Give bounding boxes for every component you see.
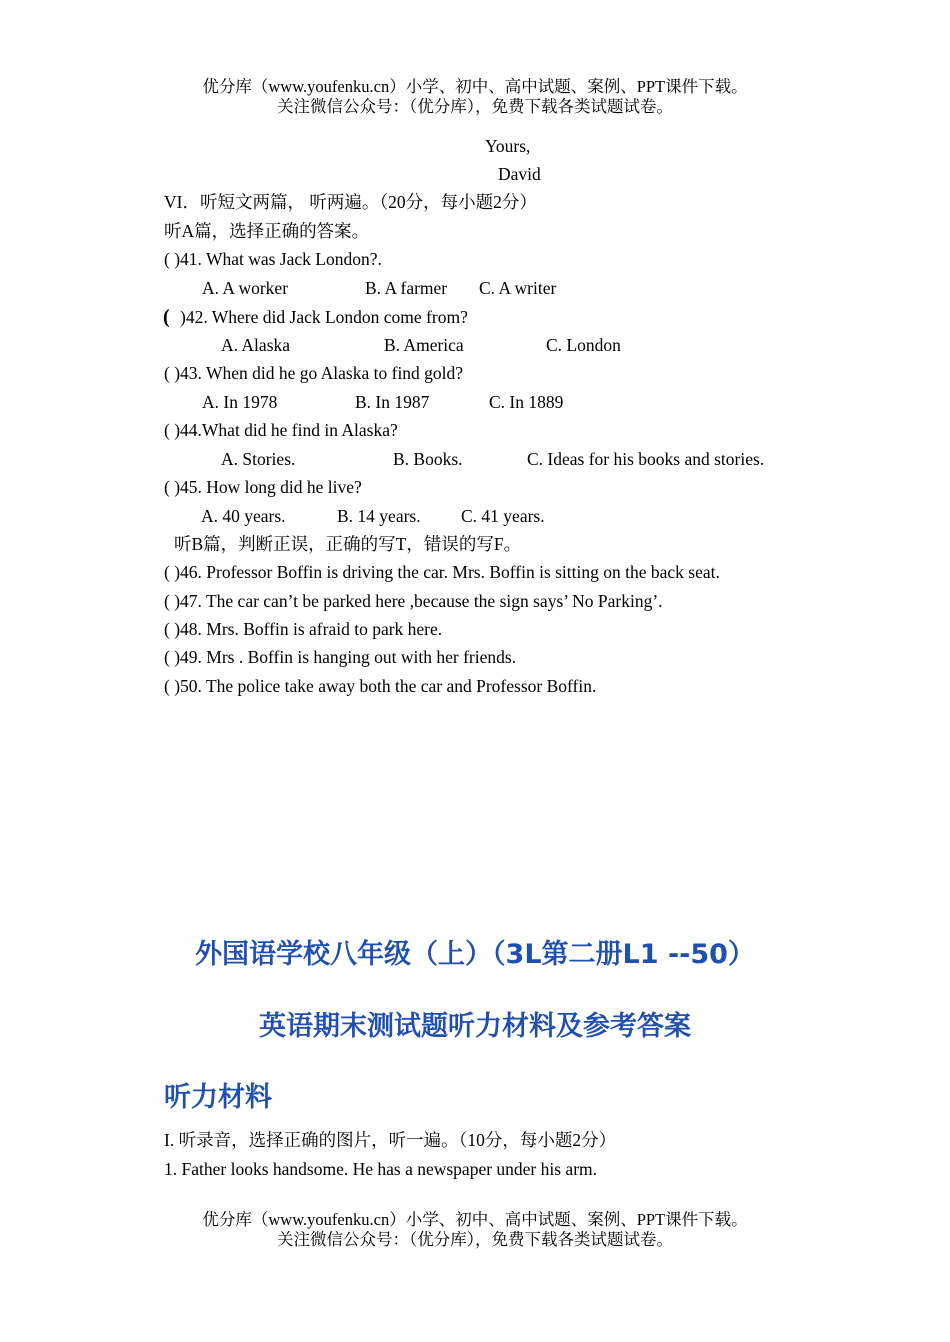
question-42: )42. Where did Jack London come from? [180, 307, 468, 327]
q45-option-b: B. 14 years. [337, 506, 421, 526]
part-1-instruction: I. 听录音，选择正确的图片，听一遍。（10分，每小题2分） [164, 1130, 617, 1150]
question-48: ( )48. Mrs. Boffin is afraid to park here. [164, 619, 443, 639]
q42-option-c: C. London [546, 335, 621, 355]
q43-option-b: B. In 1987 [355, 392, 430, 412]
question-46: ( )46. Professor Boffin is driving the car. Mrs. Boffin is sitting on the back seat. [164, 562, 720, 582]
q41-option-b: B. A farmer [365, 278, 448, 298]
q41-option-a: A. A worker [202, 278, 289, 298]
listening-material-heading: 听力材料 [164, 1082, 272, 1113]
part-a-instruction: 听A篇，选择正确的答案。 [164, 221, 370, 241]
section-6-title: VI．听短文两篇， 听两遍。（20分，每小题2分） [164, 192, 537, 212]
q41-option-c: C. A writer [479, 278, 557, 298]
q44-option-b: B. Books. [393, 449, 463, 469]
q43-option-c: C. In 1889 [489, 392, 564, 412]
q42-option-a: A. Alaska [221, 335, 291, 355]
answer-section-title-2: 英语期末测试题听力材料及参考答案 [259, 1011, 691, 1042]
q44-option-c: C. Ideas for his books and stories. [527, 449, 765, 469]
q45-option-c: C. 41 years. [461, 506, 545, 526]
question-44: ( )44.What did he find in Alaska? [164, 420, 398, 440]
question-43: ( )43. When did he go Alaska to find gold? [164, 363, 464, 383]
question-45: ( )45. How long did he live? [164, 477, 362, 497]
question-47: ( )47. The car can’t be parked here ,because the sign says’ No Parking’. [164, 591, 663, 611]
material-item-1: 1. Father looks handsome. He has a newspaper under his arm. [164, 1159, 598, 1179]
question-50: ( )50. The police take away both the car and Professor Boffin. [164, 676, 597, 696]
q45-option-a: A. 40 years. [201, 506, 286, 526]
header-line-2: 关注微信公众号：（优分库），免费下载各类试题试卷。 [277, 97, 673, 116]
q42-paren: ( [163, 306, 170, 328]
question-49: ( )49. Mrs . Boffin is hanging out with her friends. [164, 647, 517, 667]
q42-option-b: B. America [384, 335, 464, 355]
part-b-instruction: 听B篇，判断正误，正确的写T，错误的写F。 [174, 534, 522, 554]
question-41: ( )41. What was Jack London?. [164, 249, 382, 269]
letter-signature: David [498, 164, 541, 184]
q43-option-a: A. In 1978 [202, 392, 278, 412]
footer-line-1: 优分库（www.youfenku.cn）小学、初中、高中试题、案例、PPT课件下载。 [202, 1210, 748, 1229]
answer-section-title-1: 外国语学校八年级（上）（3L第二册L1 --50） [195, 939, 755, 970]
letter-closing: Yours, [485, 136, 531, 156]
header-line-1: 优分库（www.youfenku.cn）小学、初中、高中试题、案例、PPT课件下载。 [202, 77, 748, 96]
q44-option-a: A. Stories. [221, 449, 296, 469]
footer-line-2: 关注微信公众号：（优分库），免费下载各类试题试卷。 [277, 1230, 673, 1249]
